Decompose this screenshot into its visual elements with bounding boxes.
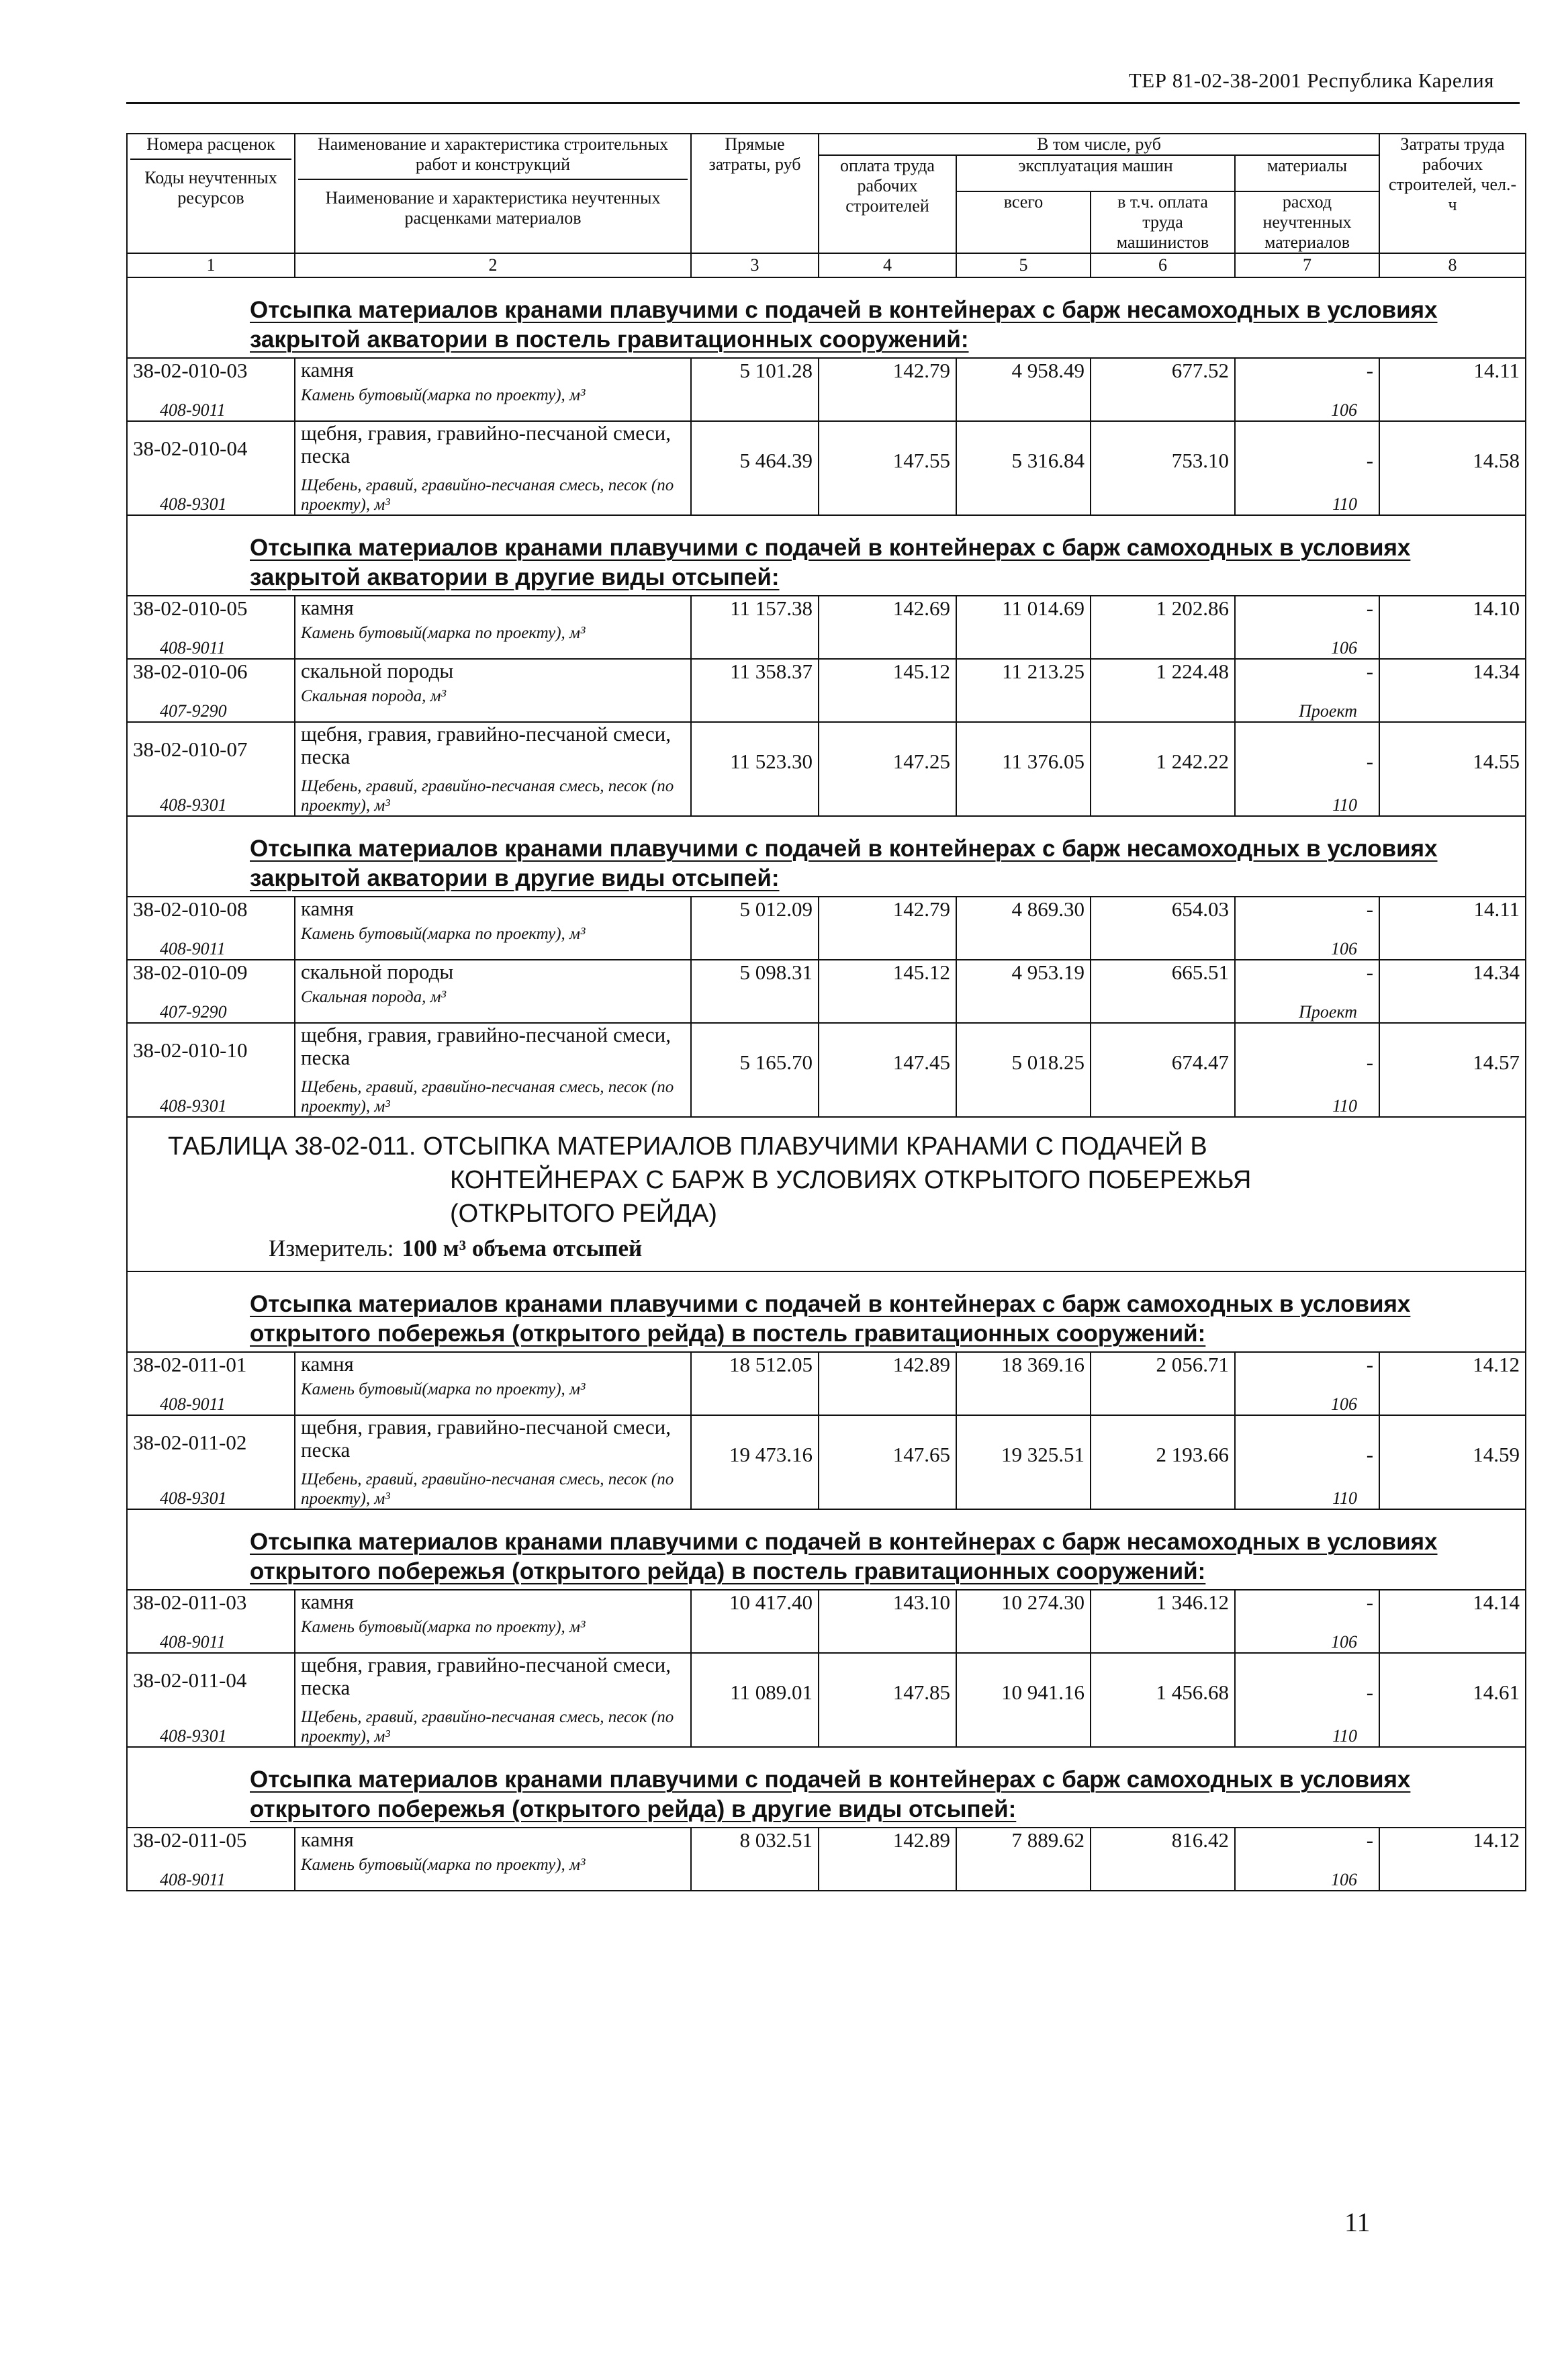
- column-number: 8: [1379, 253, 1526, 277]
- direct-costs: 18 512.05: [691, 1352, 819, 1415]
- section-title: Отсыпка материалов кранами плавучими с подачей в контейнерах с барж самоходных в условиях открытого побережья (открытого рейда) в постель гравитационных сооружений:: [250, 1291, 1411, 1347]
- material-cell: [295, 924, 691, 960]
- operators-value: 677.52: [1091, 358, 1235, 421]
- operators-value: 1 224.48: [1091, 659, 1235, 722]
- column-number: 6: [1091, 253, 1235, 277]
- material-name: Скальная порода, м³: [301, 988, 447, 1006]
- material-consumption: 110: [1332, 1726, 1358, 1746]
- operators-value: 2 193.66: [1091, 1415, 1235, 1509]
- header-resource-codes: Коды неучтенных ресурсов: [130, 159, 291, 208]
- header-machine-operators: в т.ч. оплата труда машинистов: [1091, 191, 1235, 253]
- labor-value: 145.12: [819, 960, 956, 1023]
- direct-costs: 8 032.51: [691, 1828, 819, 1891]
- rate-code: 38-02-010-10: [127, 1023, 295, 1077]
- rate-row: [127, 1653, 1526, 1707]
- material-cell: [295, 776, 691, 816]
- header-direct-costs: Прямые затраты, руб: [691, 134, 819, 253]
- direct-costs: 11 089.01: [691, 1653, 819, 1747]
- material-name: Щебень, гравий, гравийно-песчаная смесь, песок (по проекту), м³: [301, 476, 674, 514]
- section-heading-row: [127, 1271, 1526, 1352]
- material-name: Щебень, гравий, гравийно-песчаная смесь, песок (по проекту), м³: [301, 1708, 674, 1746]
- materials-value: -: [1235, 1653, 1379, 1707]
- work-name: камня: [295, 1352, 691, 1380]
- rate-row: [127, 897, 1526, 924]
- labor-hours-value: 14.11: [1379, 358, 1526, 421]
- rate-row: [127, 1023, 1526, 1077]
- materials-value: -: [1235, 960, 1379, 987]
- resource-code: 408-9301: [160, 1726, 227, 1746]
- work-name: щебня, гравия, гравийно-песчаной смеси, песка: [295, 1653, 691, 1707]
- consumption-cell: [1235, 686, 1379, 722]
- direct-costs: 5 098.31: [691, 960, 819, 1023]
- machines-value: 4 869.30: [956, 897, 1091, 960]
- running-header: ТЕР 81-02-38-2001 Республика Карелия: [1128, 69, 1494, 92]
- direct-costs: 11 157.38: [691, 596, 819, 659]
- operators-value: 2 056.71: [1091, 1352, 1235, 1415]
- section-title: Отсыпка материалов кранами плавучими с подачей в контейнерах с барж несамоходных в условиях закрытой акватории в другие виды отсыпей:: [250, 836, 1438, 891]
- labor-value: 145.12: [819, 659, 956, 722]
- material-consumption: 110: [1332, 494, 1358, 514]
- labor-hours-value: 14.57: [1379, 1023, 1526, 1117]
- material-consumption: 106: [1331, 1394, 1358, 1414]
- resource-code: 408-9011: [160, 1870, 226, 1889]
- consumption-cell: [1235, 776, 1379, 816]
- labor-hours-value: 14.34: [1379, 659, 1526, 722]
- operators-value: 1 202.86: [1091, 596, 1235, 659]
- material-cell: [295, 1707, 691, 1747]
- header-machines-total: всего: [956, 191, 1091, 253]
- table-title-line: КОНТЕЙНЕРАХ С БАРЖ В УСЛОВИЯХ ОТКРЫТОГО ПОБЕРЕЖЬЯ: [450, 1166, 1252, 1194]
- work-name: скальной породы: [295, 960, 691, 987]
- section-heading-row: [127, 1509, 1526, 1590]
- consumption-cell: [1235, 476, 1379, 515]
- material-cell: [295, 476, 691, 515]
- section-title: Отсыпка материалов кранами плавучими с подачей в контейнерах с барж несамоходных в условиях открытого побережья (открытого рейда) в постель гравитационных сооружений:: [250, 1529, 1438, 1584]
- labor-value: 143.10: [819, 1590, 956, 1653]
- header-labor-pay: оплата труда рабочих строителей: [819, 155, 956, 253]
- section-heading: [127, 1271, 1526, 1352]
- consumption-cell: [1235, 1470, 1379, 1509]
- rate-row: [127, 421, 1526, 476]
- material-consumption: 106: [1331, 1870, 1358, 1889]
- material-name: Камень бутовый(марка по проекту), м³: [301, 1856, 586, 1874]
- material-consumption: Проект: [1299, 1002, 1358, 1022]
- table-title-line: (ОТКРЫТОГО РЕЙДА): [450, 1200, 717, 1228]
- machines-value: 11 014.69: [956, 596, 1091, 659]
- resource-code-cell: [127, 924, 295, 960]
- header-rate-numbers: Номера расценок: [146, 134, 275, 154]
- machines-value: 11 213.25: [956, 659, 1091, 722]
- operators-value: 1 456.68: [1091, 1653, 1235, 1747]
- labor-hours-value: 14.61: [1379, 1653, 1526, 1747]
- labor-hours-value: 14.12: [1379, 1352, 1526, 1415]
- labor-value: 147.55: [819, 421, 956, 515]
- header-material-consumption: расход неучтенных материалов: [1235, 191, 1379, 253]
- direct-costs: 11 523.30: [691, 722, 819, 816]
- work-name: щебня, гравия, гравийно-песчаной смеси, песка: [295, 1023, 691, 1077]
- direct-costs: 5 101.28: [691, 358, 819, 421]
- consumption-cell: [1235, 987, 1379, 1023]
- labor-value: 142.89: [819, 1352, 956, 1415]
- header-materials: материалы: [1235, 155, 1379, 191]
- work-name: щебня, гравия, гравийно-песчаной смеси, песка: [295, 1415, 691, 1470]
- page-number: 11: [1344, 2207, 1371, 2237]
- labor-value: 147.45: [819, 1023, 956, 1117]
- column-numbers-row: [127, 253, 1526, 277]
- rate-code: 38-02-010-05: [127, 596, 295, 623]
- column-number: 4: [819, 253, 956, 277]
- labor-hours-value: 14.14: [1379, 1590, 1526, 1653]
- rate-row: [127, 1352, 1526, 1380]
- machines-value: 19 325.51: [956, 1415, 1091, 1509]
- rate-code: 38-02-011-03: [127, 1590, 295, 1617]
- direct-costs: 19 473.16: [691, 1415, 819, 1509]
- work-name: щебня, гравия, гравийно-песчаной смеси, песка: [295, 421, 691, 476]
- rate-row: [127, 722, 1526, 776]
- section-title: Отсыпка материалов кранами плавучими с подачей в контейнерах с барж самоходных в условиях закрытой акватории в другие виды отсыпей:: [250, 535, 1411, 590]
- header-rule: [126, 102, 1520, 104]
- rate-code: 38-02-011-01: [127, 1352, 295, 1380]
- labor-hours-value: 14.12: [1379, 1828, 1526, 1891]
- direct-costs: 5 165.70: [691, 1023, 819, 1117]
- rate-row: [127, 1590, 1526, 1617]
- materials-value: -: [1235, 659, 1379, 686]
- rate-code: 38-02-011-04: [127, 1653, 295, 1707]
- header-including: В том числе, руб: [819, 134, 1379, 155]
- direct-costs: 5 012.09: [691, 897, 819, 960]
- materials-value: -: [1235, 1023, 1379, 1077]
- material-consumption: 106: [1331, 1632, 1358, 1652]
- machines-value: 10 274.30: [956, 1590, 1091, 1653]
- table-title-row: [127, 1117, 1526, 1271]
- resource-code-cell: [127, 623, 295, 659]
- materials-value: -: [1235, 421, 1379, 476]
- resource-code: 408-9301: [160, 1096, 227, 1116]
- material-consumption: 110: [1332, 795, 1358, 815]
- resource-code-cell: [127, 1077, 295, 1117]
- material-consumption: 110: [1332, 1488, 1358, 1508]
- labor-value: 142.79: [819, 358, 956, 421]
- section-title: Отсыпка материалов кранами плавучими с подачей в контейнерах с барж самоходных в условиях открытого побережья (открытого рейда) в другие виды отсыпей:: [250, 1766, 1411, 1822]
- work-name: камня: [295, 1828, 691, 1855]
- operators-value: 1 346.12: [1091, 1590, 1235, 1653]
- operators-value: 753.10: [1091, 421, 1235, 515]
- material-name: Камень бутовый(марка по проекту), м³: [301, 925, 586, 943]
- direct-costs: 5 464.39: [691, 421, 819, 515]
- machines-value: 5 316.84: [956, 421, 1091, 515]
- labor-hours-value: 14.55: [1379, 722, 1526, 816]
- resource-code: 408-9011: [160, 1394, 226, 1414]
- section-heading: [127, 515, 1526, 596]
- resource-code-cell: [127, 386, 295, 421]
- section-title: Отсыпка материалов кранами плавучими с подачей в контейнерах с барж несамоходных в условиях закрытой акватории в постель гравитационных сооружений:: [250, 297, 1438, 353]
- section-heading: [127, 816, 1526, 897]
- material-cell: [295, 386, 691, 421]
- column-number: 5: [956, 253, 1091, 277]
- rate-row: [127, 1828, 1526, 1855]
- work-name: камня: [295, 358, 691, 386]
- direct-costs: 11 358.37: [691, 659, 819, 722]
- resource-code-cell: [127, 1707, 295, 1747]
- resource-code-cell: [127, 686, 295, 722]
- rate-code: 38-02-010-08: [127, 897, 295, 924]
- material-cell: [295, 1855, 691, 1891]
- labor-hours-value: 14.10: [1379, 596, 1526, 659]
- material-name: Щебень, гравий, гравийно-песчаная смесь, песок (по проекту), м³: [301, 777, 674, 815]
- materials-value: -: [1235, 1828, 1379, 1855]
- resource-code-cell: [127, 1855, 295, 1891]
- header-work-name: Наименование и характеристика строительных работ и конструкций: [317, 134, 669, 174]
- section-heading-row: [127, 816, 1526, 897]
- consumption-cell: [1235, 1077, 1379, 1117]
- resource-code-cell: [127, 476, 295, 515]
- column-number: 1: [127, 253, 295, 277]
- consumption-cell: [1235, 1617, 1379, 1653]
- consumption-cell: [1235, 623, 1379, 659]
- machines-value: 11 376.05: [956, 722, 1091, 816]
- direct-costs: 10 417.40: [691, 1590, 819, 1653]
- machines-value: 18 369.16: [956, 1352, 1091, 1415]
- material-cell: [295, 1380, 691, 1415]
- material-cell: [295, 686, 691, 722]
- resource-code: 408-9011: [160, 1632, 226, 1652]
- material-name: Щебень, гравий, гравийно-песчаная смесь, песок (по проекту), м³: [301, 1078, 674, 1116]
- machines-value: 7 889.62: [956, 1828, 1091, 1891]
- resource-code: 407-9290: [160, 1002, 227, 1022]
- measurer-value: 100 м³ объема отсыпей: [402, 1235, 643, 1261]
- materials-value: -: [1235, 722, 1379, 776]
- operators-value: 816.42: [1091, 1828, 1235, 1891]
- labor-hours-value: 14.11: [1379, 897, 1526, 960]
- material-cell: [295, 1617, 691, 1653]
- section-heading: [127, 1509, 1526, 1590]
- resource-code-cell: [127, 987, 295, 1023]
- labor-value: 147.85: [819, 1653, 956, 1747]
- material-name: Щебень, гравий, гравийно-песчаная смесь, песок (по проекту), м³: [301, 1470, 674, 1508]
- material-cell: [295, 987, 691, 1023]
- consumption-cell: [1235, 1707, 1379, 1747]
- table-title-line: ТАБЛИЦА 38-02-011. ОТСЫПКА МАТЕРИАЛОВ ПЛАВУЧИМИ КРАНАМИ С ПОДАЧЕЙ В: [168, 1132, 1207, 1161]
- material-cell: [295, 1470, 691, 1509]
- consumption-cell: [1235, 1380, 1379, 1415]
- materials-value: -: [1235, 596, 1379, 623]
- work-name: камня: [295, 897, 691, 924]
- rate-row: [127, 596, 1526, 623]
- resource-code-cell: [127, 1380, 295, 1415]
- materials-value: -: [1235, 897, 1379, 924]
- work-name: камня: [295, 1590, 691, 1617]
- material-name: Скальная порода, м³: [301, 687, 447, 705]
- machines-value: 4 953.19: [956, 960, 1091, 1023]
- measurer: [168, 1232, 1512, 1265]
- material-consumption: 106: [1331, 939, 1358, 958]
- rate-row: [127, 659, 1526, 686]
- section-heading: [127, 277, 1526, 358]
- rates-table: [126, 133, 1526, 1891]
- operators-value: 654.03: [1091, 897, 1235, 960]
- resource-code-cell: [127, 1470, 295, 1509]
- material-name: Камень бутовый(марка по проекту), м³: [301, 1618, 586, 1636]
- resource-code: 408-9011: [160, 638, 226, 658]
- work-name: щебня, гравия, гравийно-песчаной смеси, песка: [295, 722, 691, 776]
- consumption-cell: [1235, 924, 1379, 960]
- resource-code: 408-9301: [160, 1488, 227, 1508]
- column-number: 7: [1235, 253, 1379, 277]
- section-heading-row: [127, 277, 1526, 358]
- header-labor-hours: Затраты труда рабочих строителей, чел.-ч: [1379, 134, 1526, 253]
- resource-code-cell: [127, 1617, 295, 1653]
- header-machines: эксплуатация машин: [956, 155, 1235, 191]
- material-name: Камень бутовый(марка по проекту), м³: [301, 386, 586, 404]
- material-cell: [295, 1077, 691, 1117]
- material-consumption: 106: [1331, 638, 1358, 658]
- rate-row: [127, 358, 1526, 386]
- rate-code: 38-02-010-07: [127, 722, 295, 776]
- machines-value: 5 018.25: [956, 1023, 1091, 1117]
- materials-value: -: [1235, 1590, 1379, 1617]
- materials-value: -: [1235, 358, 1379, 386]
- resource-code: 407-9290: [160, 701, 227, 721]
- consumption-cell: [1235, 1855, 1379, 1891]
- material-name: Камень бутовый(марка по проекту), м³: [301, 1380, 586, 1398]
- header-material-name: Наименование и характеристика неучтенных расценками материалов: [298, 179, 688, 228]
- section-heading-row: [127, 515, 1526, 596]
- operators-value: 1 242.22: [1091, 722, 1235, 816]
- work-name: скальной породы: [295, 659, 691, 686]
- rate-row: [127, 960, 1526, 987]
- measurer-label: Измеритель:: [269, 1235, 394, 1261]
- material-cell: [295, 623, 691, 659]
- rate-row: [127, 1415, 1526, 1470]
- labor-value: 142.79: [819, 897, 956, 960]
- material-consumption: 106: [1331, 400, 1358, 420]
- labor-hours-value: 14.59: [1379, 1415, 1526, 1509]
- resource-code: 408-9301: [160, 795, 227, 815]
- rate-code: 38-02-011-05: [127, 1828, 295, 1855]
- labor-hours-value: 14.58: [1379, 421, 1526, 515]
- resource-code: 408-9011: [160, 400, 226, 420]
- consumption-cell: [1235, 386, 1379, 421]
- rate-code: 38-02-010-09: [127, 960, 295, 987]
- column-number: 2: [295, 253, 691, 277]
- operators-value: 674.47: [1091, 1023, 1235, 1117]
- labor-value: 142.89: [819, 1828, 956, 1891]
- table-title: [127, 1117, 1526, 1271]
- material-consumption: Проект: [1299, 701, 1358, 721]
- rate-code: 38-02-010-06: [127, 659, 295, 686]
- labor-hours-value: 14.34: [1379, 960, 1526, 1023]
- machines-value: 10 941.16: [956, 1653, 1091, 1747]
- column-number: 3: [691, 253, 819, 277]
- section-heading: [127, 1747, 1526, 1828]
- resource-code: 408-9301: [160, 494, 227, 514]
- table-header-row: [127, 134, 1526, 155]
- labor-value: 147.65: [819, 1415, 956, 1509]
- rate-code: 38-02-010-04: [127, 421, 295, 476]
- material-name: Камень бутовый(марка по проекту), м³: [301, 624, 586, 642]
- materials-value: -: [1235, 1415, 1379, 1470]
- rate-code: 38-02-011-02: [127, 1415, 295, 1470]
- resource-code: 408-9011: [160, 939, 226, 958]
- operators-value: 665.51: [1091, 960, 1235, 1023]
- materials-value: -: [1235, 1352, 1379, 1380]
- section-heading-row: [127, 1747, 1526, 1828]
- labor-value: 147.25: [819, 722, 956, 816]
- resource-code-cell: [127, 776, 295, 816]
- material-consumption: 110: [1332, 1096, 1358, 1116]
- labor-value: 142.69: [819, 596, 956, 659]
- work-name: камня: [295, 596, 691, 623]
- rate-code: 38-02-010-03: [127, 358, 295, 386]
- machines-value: 4 958.49: [956, 358, 1091, 421]
